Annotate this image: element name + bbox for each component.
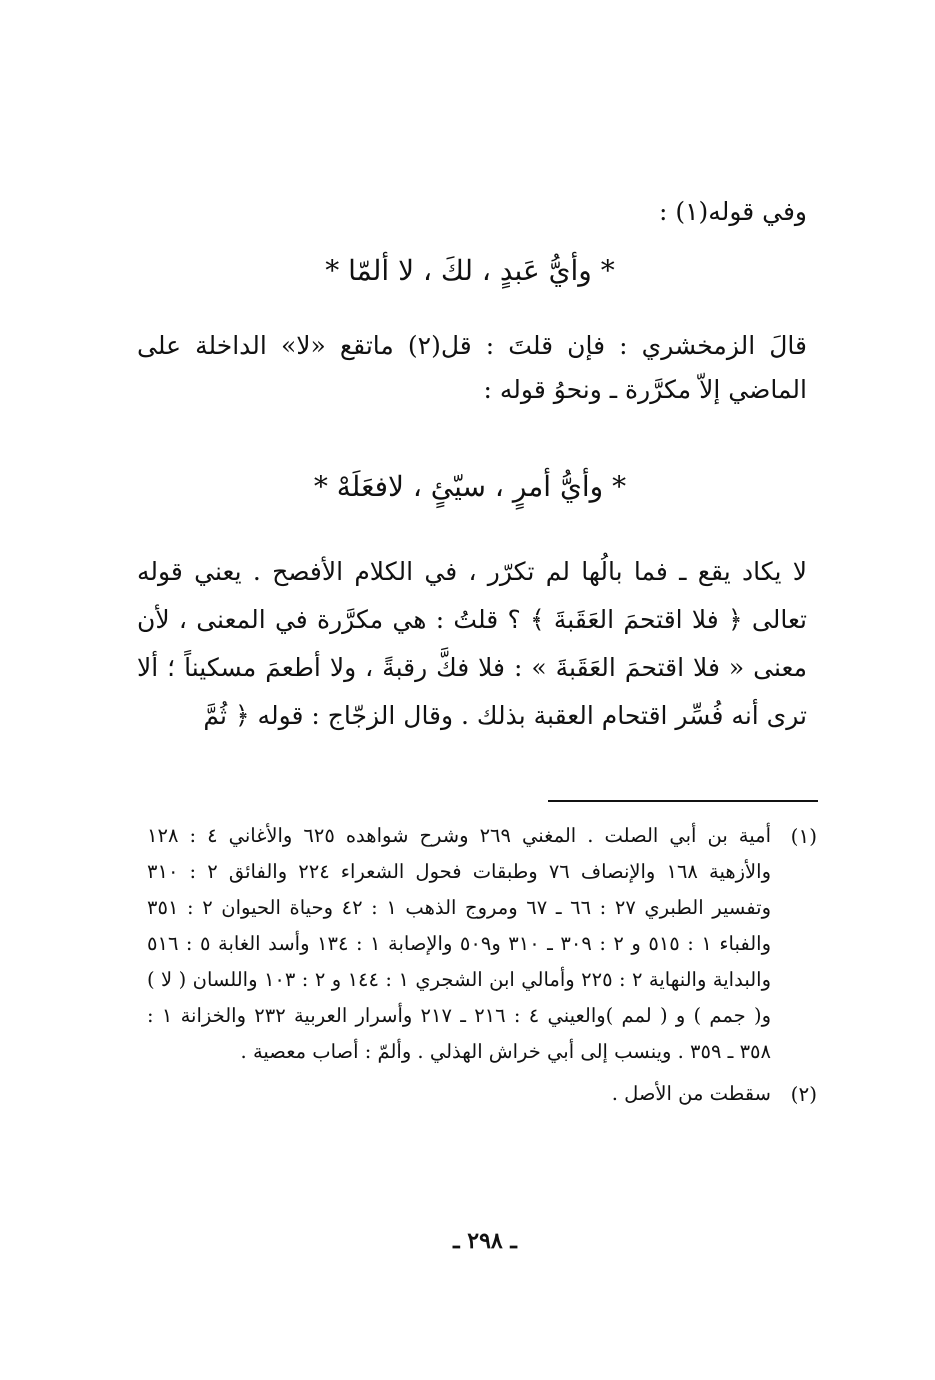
footnote-2 [147, 1076, 817, 1112]
footnotes [147, 818, 817, 1112]
footnote-number: (٢) [790, 1082, 817, 1106]
poetry-verse-2: * وأيُّ أمرٍ ، سيّئٍ ، لافعَلَهْ * [313, 470, 627, 503]
intro-line: وفي قوله(١) : [658, 197, 807, 226]
footnote-number: (١) [790, 824, 817, 848]
paragraph-zamakhshari: قالَ الزمخشري : فإن قلتَ : قل(٢) ماتقع «لا» الداخلة على الماضي إلاّ مكرَّرة ـ ونحوُ قوله : [137, 331, 807, 404]
page-number: ـ ٢٩٨ ـ [453, 1228, 517, 1254]
footnote-text: أمية بن أبي الصلت . المغني ٢٦٩ وشرح شواهده ٦٢٥ والأغاني ٤ : ١٢٨ والأزهية ١٦٨ والإنصاف ٧٦ وطبقات فحول الشعراء ٢٢٤ والفائق ٢ : ٣١٠ وتفسير الطبري ٢٧ : ٦٦ ـ ٦٧ ومروج الذهب ١ : ٤٢ وحياة الحيوان ٢ : ٣٥١ والفباء ١ : ٥١٥ و ٢ : ٣٠٩ ـ ٣١٠ و٥٠٩ والإصابة ١ : ١٣٤ وأسد الغابة ٥ : ٥١٦ والبداية والنهاية ٢ : ٢٢٥ وأمالي ابن الشجري ١ : ١٤٤ و ٢ : ١٠٣ واللسان ( لا ) و( جمم ) و ( لمم )والعيني ٤ : ٢١٦ ـ ٢١٧ وأسرار العربية ٢٣٢ والخزانة ١ : ٣٥٨ ـ ٣٥٩ . وينسب إلى أبي خراش الهذلي . وألمّ : أصاب معصية . [147, 824, 772, 1063]
paragraph-explanation: لا يكاد يقع ـ فما بالُها لم تكرّر ، في الكلام الأفصح . يعني قوله تعالى ﴿ فلا اقتحمَ العَقَبةَ ﴾ ؟ قلتُ : هي مكرَّرة في المعنى ، لأن معنى « فلا اقتحمَ العَقَبةَ » : فلا فكَّ رقبةً ، ولا أطعمَ مسكيناً ؛ ألا ترى أنه فُسِّر اقتحام العقبة بذلك . وقال الزجّاج : قوله ﴿ ثُمَّ [137, 557, 807, 730]
footnote-divider [548, 800, 818, 802]
footnote-text: سقطت من الأصل . [611, 1082, 771, 1105]
poetry-verse-1: * وأيُّ عَبدٍ ، لكَ ، لا ألمّا * [325, 254, 615, 287]
footnote-1 [147, 818, 817, 1070]
